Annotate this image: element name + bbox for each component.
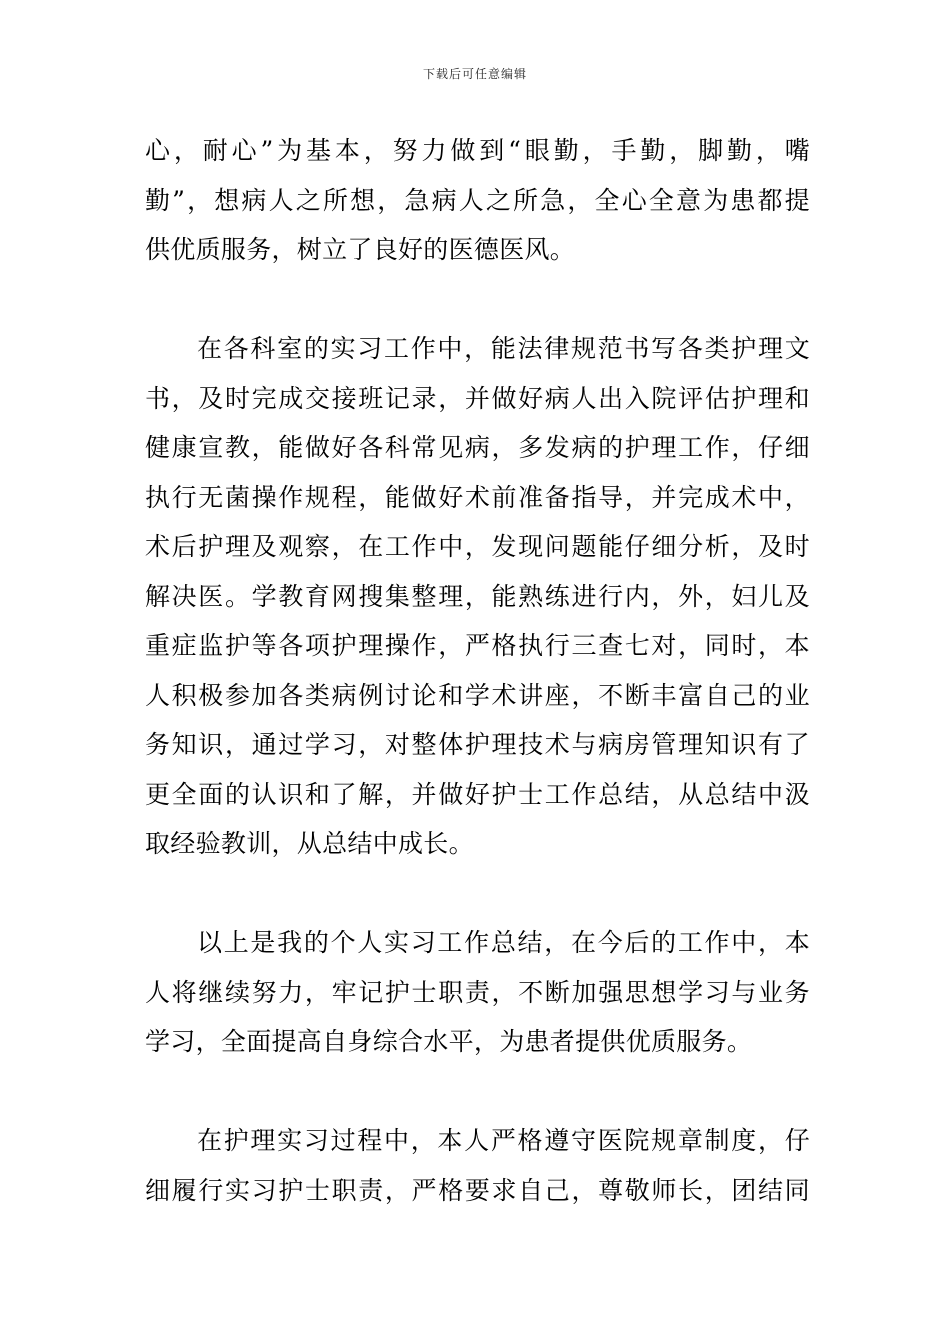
paragraph-gap	[145, 1067, 810, 1117]
paragraph-line: 供优质服务，树立了良好的医德医风。	[145, 235, 576, 264]
paragraph-line: 勤”，想病人之所想，急病人之所急，全心全意为患都提	[145, 185, 810, 215]
paragraph-line: 学习，全面提高自身综合水平，为患者提供优质服务。	[145, 1027, 753, 1056]
paragraph-3	[145, 918, 810, 1067]
paragraph-line: 细履行实习护士职责，严格要求自己，尊敬师长，团结同	[145, 1175, 810, 1205]
paragraph-4	[145, 1116, 810, 1215]
paragraph-line: 在各科室的实习工作中，能法律规范书写各类护理文	[197, 334, 810, 363]
paragraph-line: 以上是我的个人实习工作总结，在今后的工作中，本	[197, 928, 810, 957]
paragraph-line: 解决医。学教育网搜集整理，能熟练进行内，外，妇儿及	[145, 581, 810, 611]
header-note: 下载后可任意编辑	[422, 67, 527, 81]
paragraph-line: 务知识，通过学习，对整体护理技术与病房管理知识有了	[145, 730, 810, 759]
paragraph-line: 更全面的认识和了解，并做好护士工作总结，从总结中汲	[145, 779, 810, 809]
paragraph-gap	[145, 275, 810, 325]
paragraph-line: 术后护理及观察，在工作中，发现问题能仔细分析，及时	[145, 532, 810, 561]
paragraph-line: 书，及时完成交接班记录，并做好病人出入院评估护理和	[145, 383, 810, 413]
paragraph-line: 人积极参加各类病例讨论和学术讲座，不断丰富自己的业	[145, 680, 810, 710]
paragraph-1	[145, 126, 810, 275]
paragraph-line: 人将继续努力，牢记护士职责，不断加强思想学习与业务	[145, 977, 810, 1007]
paragraph-line: 取经验教训，从总结中成长。	[145, 829, 474, 858]
paragraph-2	[145, 324, 810, 869]
paragraph-line: 在护理实习过程中，本人严格遵守医院规章制度，仔	[197, 1126, 810, 1155]
paragraph-line: 心，耐心”为基本，努力做到“眼勤，手勤，脚勤，嘴	[145, 136, 810, 165]
paragraph-line: 健康宣教，能做好各科常见病，多发病的护理工作，仔细	[145, 433, 810, 462]
body-text	[145, 126, 810, 1215]
paragraph-line: 执行无菌操作规程，能做好术前准备指导，并完成术中，	[145, 482, 810, 512]
paragraph-gap	[145, 869, 810, 919]
paragraph-line: 重症监护等各项护理操作，严格执行三查七对，同时，本	[145, 631, 810, 660]
